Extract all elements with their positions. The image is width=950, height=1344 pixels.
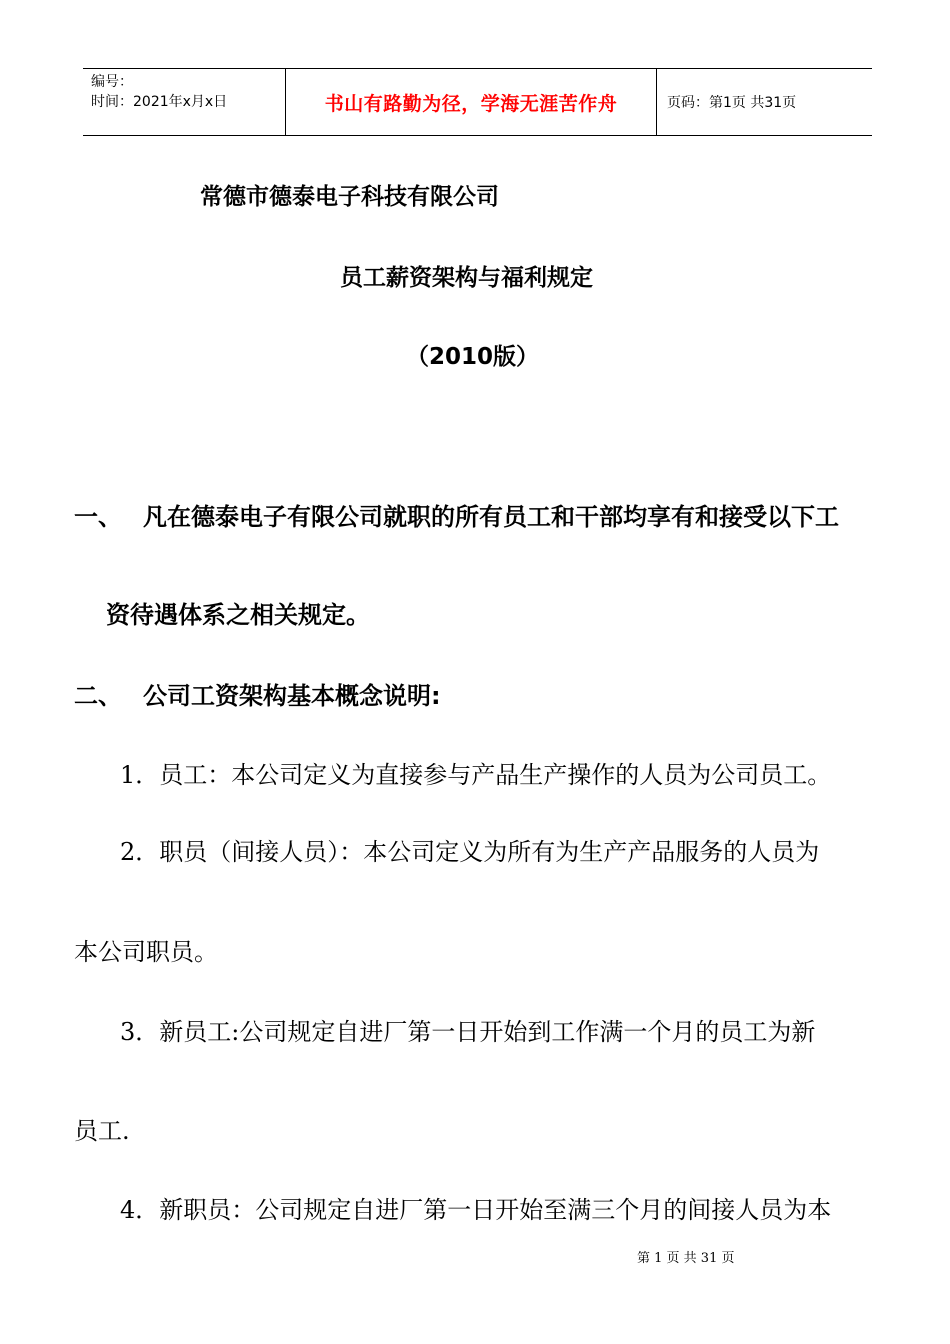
motto-text: 书山有路勤为径，学海无涯苦作舟 [324, 92, 618, 115]
item-2-line-2: 本公司职员。 [74, 938, 218, 966]
item-2-line-1: 2．职员（间接人员）：本公司定义为所有为生产产品服务的人员为 [120, 838, 820, 866]
item-3-line-1: 3．新员工:公司规定自进厂第一日开始到工作满一个月的员工为新 [120, 1018, 816, 1046]
header-page-info: 页码：第1页 共31页 [667, 95, 797, 111]
header-page-cell [657, 69, 872, 135]
header-meta-cell [83, 69, 285, 135]
doc-date-label: 时间：2021年x月x日 [91, 94, 228, 110]
company-name: 常德市德泰电子科技有限公司 [200, 184, 499, 210]
section-1-number: 一、 [74, 503, 122, 531]
section-1-line-1: 凡在德泰电子有限公司就职的所有员工和干部均享有和接受以下工 [143, 503, 839, 531]
section-1-line-2: 资待遇体系之相关规定。 [106, 601, 370, 629]
item-1-line-1: 1．员工：本公司定义为直接参与产品生产操作的人员为公司员工。 [120, 761, 832, 789]
header-motto-cell [285, 69, 657, 135]
item-4-line-1: 4．新职员：公司规定自进厂第一日开始至满三个月的间接人员为本 [120, 1196, 832, 1224]
section-2-heading: 公司工资架构基本概念说明: [143, 682, 441, 710]
document-version: （2010版） [406, 344, 540, 370]
document-title: 员工薪资架构与福利规定 [340, 265, 593, 291]
header-table [83, 68, 872, 136]
item-3-line-2: 员工. [74, 1117, 130, 1145]
page-footer: 第 1 页 共 31 页 [637, 1251, 735, 1266]
doc-number-label: 编号： [91, 74, 133, 90]
section-2-number: 二、 [74, 682, 122, 710]
